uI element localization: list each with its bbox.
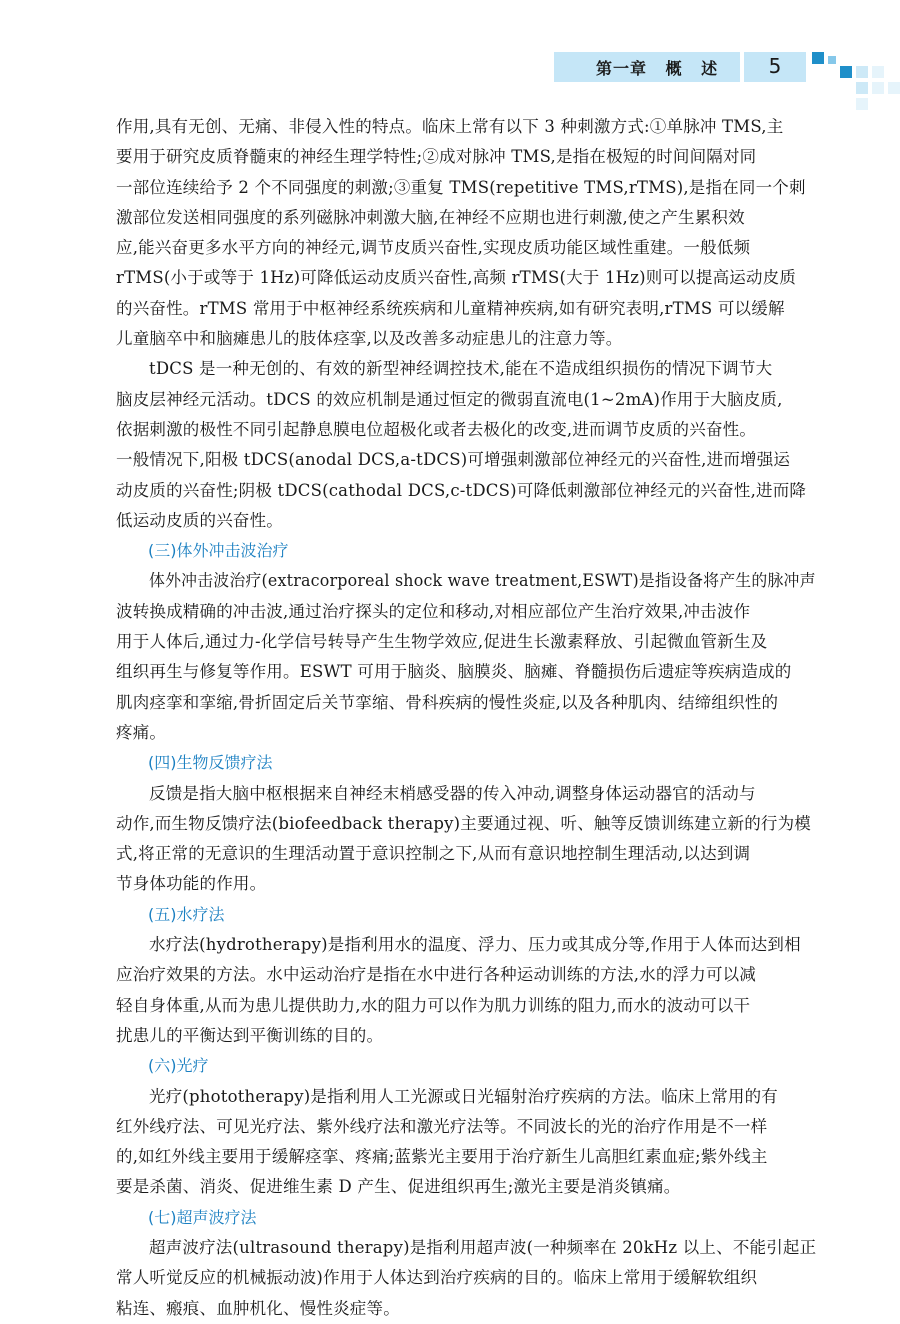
- page-header: [0, 0, 900, 110]
- text-line: 肌肉痉挛和挛缩,骨折固定后关节挛缩、骨科疾病的慢性炎症,以及各种肌肉、结缔组织性的: [116, 692, 779, 712]
- text-line: 一般情况下,阳极 tDCS(anodal DCS,a-tDCS)可增强刺激部位神经元的兴奋性,进而增强运: [116, 450, 791, 470]
- paragraph-hydrotherapy: [116, 930, 816, 1051]
- text-line: 要用于研究皮质脊髓束的神经生理学特性;②成对脉冲 TMS,是指在极短的时间间隔对同: [116, 147, 757, 167]
- section-heading-ultrasound: (七)超声波疗法: [148, 1207, 257, 1227]
- decor-square: [888, 82, 900, 94]
- text-line: 水疗法(hydrotherapy)是指利用水的温度、浮力、压力或其成分等,作用于人体而达到相: [149, 935, 801, 955]
- text-line: 的,如红外线主要用于缓解痉挛、疼痛;蓝紫光主要用于治疗新生儿高胆红素血症;紫外线主: [116, 1147, 768, 1167]
- text-line: 作用,具有无创、无痛、非侵入性的特点。临床上常有以下 3 种刺激方式:①单脉冲 TMS,主: [116, 117, 784, 136]
- text-line: 低运动皮质的兴奋性。: [116, 510, 283, 530]
- decor-square: [872, 82, 884, 94]
- paragraph-tms: [116, 112, 816, 354]
- decor-square: [840, 66, 852, 78]
- text-line: 儿童脑卒中和脑瘫患儿的肢体痉挛,以及改善多动症患儿的注意力等。: [116, 329, 623, 349]
- text-line: 粘连、瘢痕、血肿机化、慢性炎症等。: [116, 1298, 400, 1318]
- decor-square: [812, 52, 824, 64]
- paragraph-biofeedback: [116, 779, 816, 900]
- decor-square: [828, 56, 836, 64]
- text-line: 组织再生与修复等作用。ESWT 可用于脑炎、脑膜炎、脑瘫、脊髓损伤后遗症等疾病造成的: [116, 662, 792, 682]
- decor-square: [856, 98, 868, 110]
- chapter-title: 第一章 概 述: [596, 59, 719, 78]
- text-line: 波转换成精确的冲击波,通过治疗探头的定位和移动,对相应部位产生治疗效果,冲击波作: [116, 601, 751, 621]
- text-line: 动皮质的兴奋性;阴极 tDCS(cathodal DCS,c-tDCS)可降低刺激部位神经元的兴奋性,进而降: [116, 480, 807, 500]
- text-line: 常人听觉反应的机械振动波)作用于人体达到治疗疾病的目的。临床上常用于缓解软组织: [116, 1268, 758, 1288]
- paragraph-ultrasound: [116, 1233, 816, 1324]
- text-line: tDCS 是一种无创的、有效的新型神经调控技术,能在不造成组织损伤的情况下调节大: [149, 359, 773, 379]
- text-line: 应,能兴奋更多水平方向的神经元,调节皮质兴奋性,实现皮质功能区域性重建。一般低频: [116, 238, 751, 258]
- section-heading-eswt: (三)体外冲击波治疗: [148, 541, 289, 561]
- text-line: 一部位连续给予 2 个不同强度的刺激;③重复 TMS(repetitive TMS,rTMS),是指在同一个刺: [116, 177, 806, 197]
- text-line: 动作,而生物反馈疗法(biofeedback therapy)主要通过视、听、触等反馈训练建立新的行为模: [116, 813, 812, 833]
- paragraph-tdcs: [116, 354, 816, 536]
- text-line: 轻自身体重,从而为患儿提供助力,水的阻力可以作为肌力训练的阻力,而水的波动可以干: [116, 995, 751, 1015]
- text-line: 应治疗效果的方法。水中运动治疗是指在水中进行各种运动训练的方法,水的浮力可以减: [116, 965, 757, 985]
- decor-square: [872, 66, 884, 78]
- text-line: 反馈是指大脑中枢根据来自神经末梢感受器的传入冲动,调整身体运动器官的活动与: [149, 783, 756, 803]
- text-line: 用于人体后,通过力-化学信号转导产生生物学效应,促进生长激素释放、引起微血管新生及: [116, 632, 768, 652]
- page-body: [116, 112, 816, 1324]
- text-line: 要是杀菌、消炎、促进维生素 D 产生、促进组织再生;激光主要是消炎镇痛。: [116, 1177, 681, 1197]
- text-line: 疼痛。: [116, 722, 167, 742]
- text-line: 节身体功能的作用。: [116, 874, 267, 894]
- text-line: 超声波疗法(ultrasound therapy)是指利用超声波(一种频率在 20kHz 以上、不能引起正: [149, 1237, 817, 1257]
- text-line: 红外线疗法、可见光疗法、紫外线疗法和激光疗法等。不同波长的光的治疗作用是不一样: [116, 1116, 768, 1136]
- paragraph-eswt: [116, 566, 816, 748]
- text-line: 激部位发送相同强度的系列磁脉冲刺激大脑,在神经不应期也进行刺激,使之产生累积效: [116, 207, 745, 227]
- decor-square: [856, 66, 868, 78]
- text-line: 体外冲击波治疗(extracorporeal shock wave treatment,ESWT)是指设备将产生的脉冲声: [149, 571, 816, 591]
- text-line: 脑皮层神经元活动。tDCS 的效应机制是通过恒定的微弱直流电(1~2mA)作用于大脑皮质,: [116, 389, 783, 409]
- section-heading-hydrotherapy: (五)水疗法: [148, 904, 225, 924]
- text-line: rTMS(小于或等于 1Hz)可降低运动皮质兴奋性,高频 rTMS(大于 1Hz)则可以提高运动皮质: [116, 268, 797, 288]
- text-line: 依据刺激的极性不同引起静息膜电位超极化或者去极化的改变,进而调节皮质的兴奋性。: [116, 419, 757, 439]
- decor-square: [856, 82, 868, 94]
- text-line: 的兴奋性。rTMS 常用于中枢神经系统疾病和儿童精神疾病,如有研究表明,rTMS 可以缓解: [116, 298, 785, 318]
- section-heading-biofeedback: (四)生物反馈疗法: [148, 753, 273, 773]
- text-line: 光疗(phototherapy)是指利用人工光源或日光辐射治疗疾病的方法。临床上常用的有: [149, 1086, 778, 1106]
- paragraph-phototherapy: [116, 1082, 816, 1203]
- section-heading-phototherapy: (六)光疗: [148, 1056, 209, 1076]
- page-number: 5: [768, 54, 782, 78]
- text-line: 扰患儿的平衡达到平衡训练的目的。: [116, 1025, 384, 1045]
- text-line: 式,将正常的无意识的生理活动置于意识控制之下,从而有意识地控制生理活动,以达到调: [116, 844, 751, 864]
